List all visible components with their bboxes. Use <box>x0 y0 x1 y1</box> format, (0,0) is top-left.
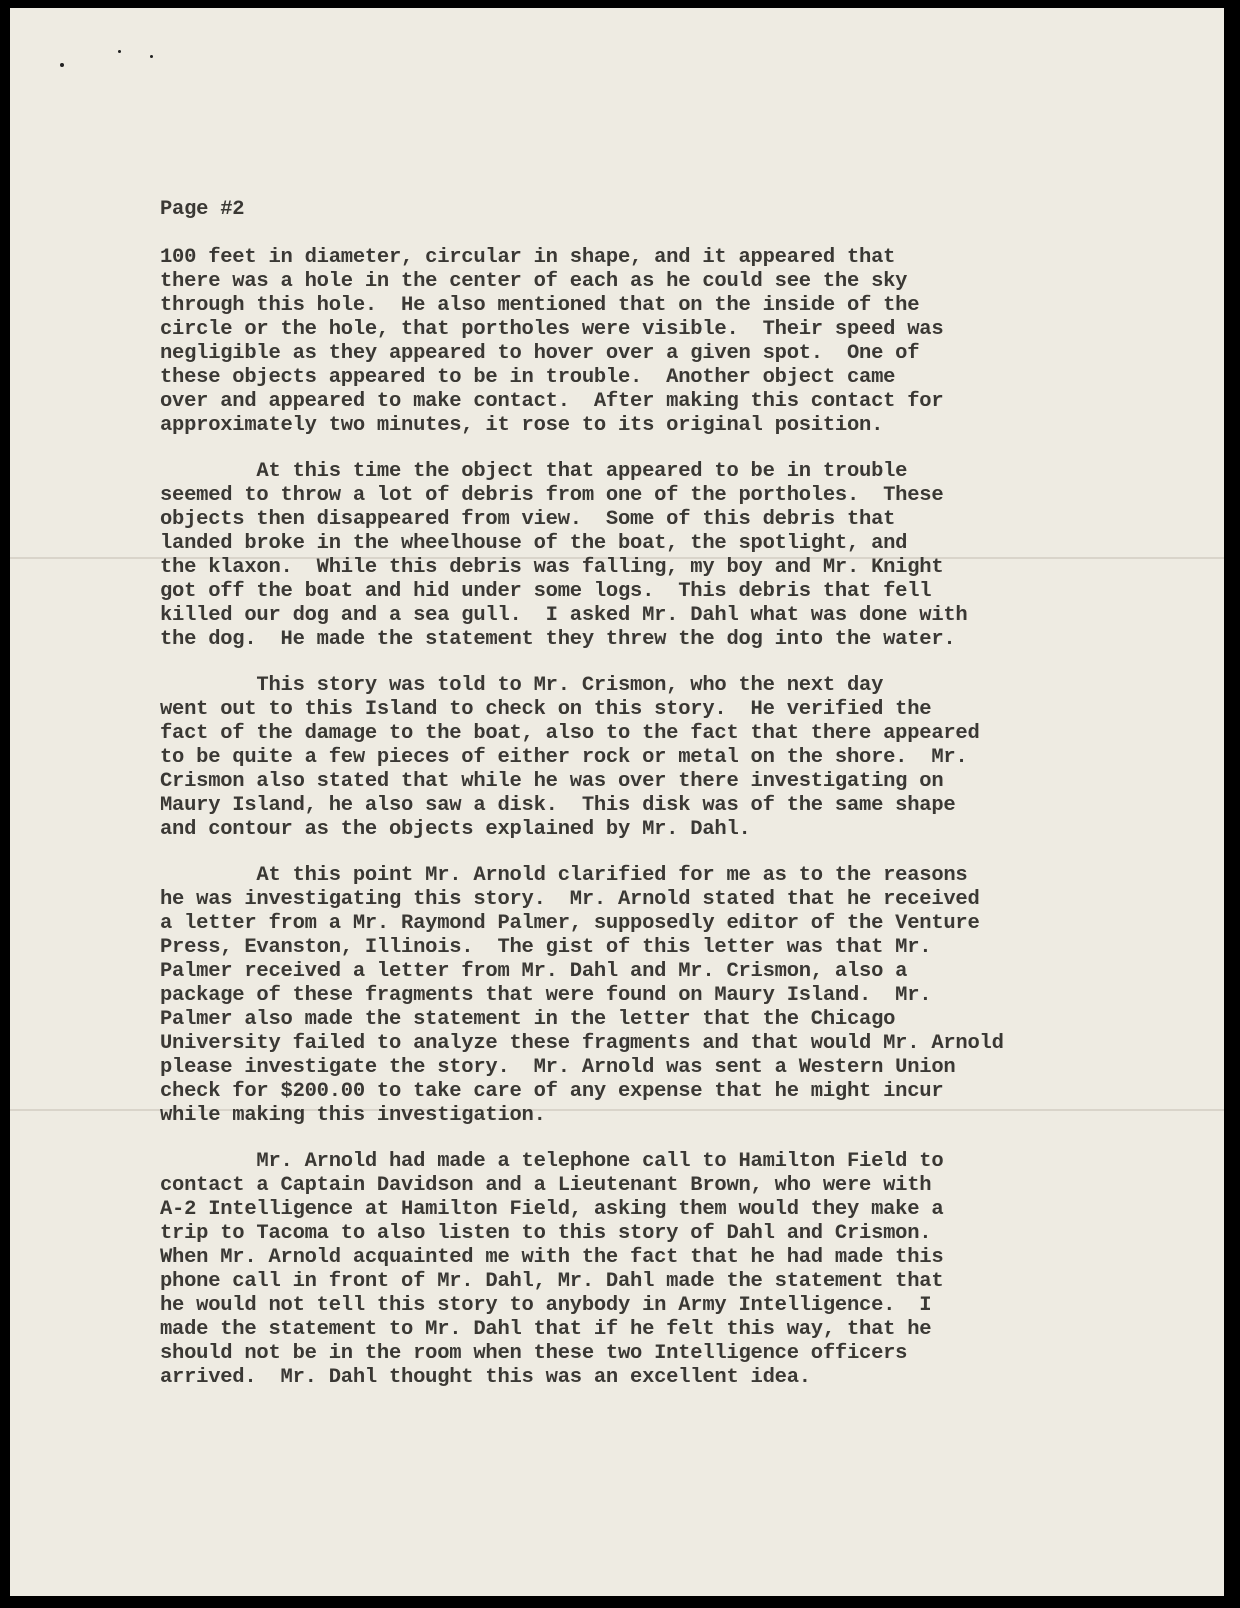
text-line: went out to this Island to check on this story. He verified the <box>160 698 932 721</box>
text-line: should not be in the room when these two Intelligence officers <box>160 1342 908 1365</box>
text-line: check for $200.00 to take care of any expense that he might incur <box>160 1080 944 1103</box>
text-line: there was a hole in the center of each as he could see the sky <box>160 270 908 293</box>
text-line: When Mr. Arnold acquainted me with the fact that he had made this <box>160 1246 944 1269</box>
text-line: Palmer received a letter from Mr. Dahl and Mr. Crismon, also a <box>160 960 908 983</box>
text-line: these objects appeared to be in trouble. Another object came <box>160 366 896 389</box>
text-line: This story was told to Mr. Crismon, who the next day <box>160 674 884 697</box>
text-line: approximately two minutes, it rose to its original position. <box>160 414 884 437</box>
text-line: seemed to throw a lot of debris from one of the portholes. These <box>160 484 944 507</box>
text-line: Palmer also made the statement in the letter that the Chicago <box>160 1008 896 1031</box>
text-line: circle or the hole, that portholes were visible. Their speed was <box>160 318 944 341</box>
text-line: 100 feet in diameter, circular in shape, and it appeared that <box>160 246 896 269</box>
paragraph-2 <box>160 460 1220 652</box>
text-line: he was investigating this story. Mr. Arnold stated that he received <box>160 888 980 911</box>
text-line: University failed to analyze these fragments and that would Mr. Arnold <box>160 1032 1004 1055</box>
text-line: please investigate the story. Mr. Arnold was sent a Western Union <box>160 1056 956 1079</box>
text-line: fact of the damage to the boat, also to the fact that there appeared <box>160 722 980 745</box>
text-line: At this point Mr. Arnold clarified for me as to the reasons <box>160 864 968 887</box>
text-line: trip to Tacoma to also listen to this story of Dahl and Crismon. <box>160 1222 932 1245</box>
text-line: negligible as they appeared to hover over a given spot. One of <box>160 342 920 365</box>
text-line: At this time the object that appeared to be in trouble <box>160 460 908 483</box>
text-line: he would not tell this story to anybody in Army Intelligence. I <box>160 1294 932 1317</box>
text-line: Maury Island, he also saw a disk. This disk was of the same shape <box>160 794 956 817</box>
text-line: made the statement to Mr. Dahl that if he felt this way, that he <box>160 1318 932 1341</box>
text-line: objects then disappeared from view. Some of this debris that <box>160 508 896 531</box>
document-page <box>10 8 1224 1596</box>
text-line: arrived. Mr. Dahl thought this was an excellent idea. <box>160 1366 811 1389</box>
text-line: Crismon also stated that while he was over there investigating on <box>160 770 944 793</box>
paragraph-4 <box>160 864 1220 1128</box>
paragraph-5 <box>160 1150 1220 1390</box>
text-line: the klaxon. While this debris was falling, my boy and Mr. Knight <box>160 556 944 579</box>
page-number-label: Page #2 <box>160 198 245 221</box>
text-line: got off the boat and hid under some logs. This debris that fell <box>160 580 932 603</box>
text-line: to be quite a few pieces of either rock or metal on the shore. Mr. <box>160 746 968 769</box>
text-line: Press, Evanston, Illinois. The gist of this letter was that Mr. <box>160 936 932 959</box>
text-line: over and appeared to make contact. After making this contact for <box>160 390 944 413</box>
paragraph-1 <box>160 246 1220 438</box>
typewritten-text <box>10 8 1224 1596</box>
text-line: killed our dog and a sea gull. I asked Mr. Dahl what was done with <box>160 604 968 627</box>
text-line: through this hole. He also mentioned that on the inside of the <box>160 294 920 317</box>
paragraph-3 <box>160 674 1220 842</box>
text-line: package of these fragments that were found on Maury Island. Mr. <box>160 984 932 1007</box>
text-line: phone call in front of Mr. Dahl, Mr. Dahl made the statement that <box>160 1270 944 1293</box>
text-line: landed broke in the wheelhouse of the boat, the spotlight, and <box>160 532 908 555</box>
text-line: and contour as the objects explained by Mr. Dahl. <box>160 818 751 841</box>
text-line: Mr. Arnold had made a telephone call to Hamilton Field to <box>160 1150 944 1173</box>
text-line: contact a Captain Davidson and a Lieutenant Brown, who were with <box>160 1174 932 1197</box>
text-line: while making this investigation. <box>160 1104 546 1127</box>
text-line: A-2 Intelligence at Hamilton Field, asking them would they make a <box>160 1198 944 1221</box>
text-line: the dog. He made the statement they threw the dog into the water. <box>160 628 956 651</box>
text-line: a letter from a Mr. Raymond Palmer, supposedly editor of the Venture <box>160 912 980 935</box>
